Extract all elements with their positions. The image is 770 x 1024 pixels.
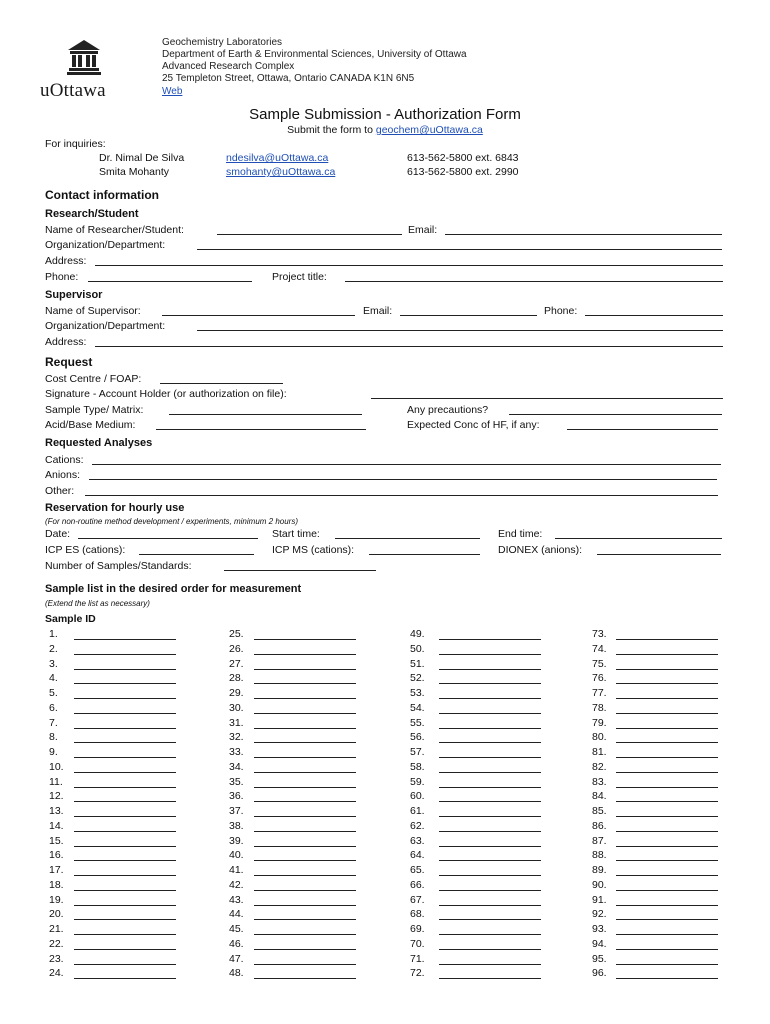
address-label: Address: xyxy=(45,255,87,267)
sample-id-field[interactable] xyxy=(74,905,176,906)
sample-id-number: 94. xyxy=(592,937,607,950)
sample-id-field[interactable] xyxy=(439,831,541,832)
sample-list-heading: Sample list in the desired order for measurement xyxy=(45,583,302,595)
sample-id-field[interactable] xyxy=(254,875,356,876)
sample-id-field[interactable] xyxy=(254,964,356,965)
project-title-field[interactable] xyxy=(345,281,723,282)
sample-id-number: 47. xyxy=(229,952,244,965)
sample-id-field[interactable] xyxy=(74,934,176,935)
sample-id-number: 11. xyxy=(49,775,63,788)
sample-id-number: 46. xyxy=(229,937,244,950)
sample-id-field[interactable] xyxy=(439,978,541,979)
sample-id-number: 16. xyxy=(49,849,64,862)
researcher-email-label: Email: xyxy=(408,224,438,236)
submit-prefix: Submit the form to xyxy=(287,124,376,136)
sample-id-number: 39. xyxy=(229,834,244,847)
sample-id-number: 12. xyxy=(49,790,64,803)
hf-conc-label: Expected Conc of HF, if any: xyxy=(407,419,540,431)
anions-label: Anions: xyxy=(45,469,81,481)
contact-phone-1: 613-562-5800 ext. 6843 xyxy=(407,152,519,164)
sample-id-field[interactable] xyxy=(439,846,541,847)
sample-id-number: 48. xyxy=(229,967,244,980)
sample-id-number: 31. xyxy=(229,716,244,729)
sample-id-field[interactable] xyxy=(254,949,356,950)
sample-id-number: 14. xyxy=(49,819,64,832)
org-field[interactable] xyxy=(197,249,722,250)
sample-id-number: 32. xyxy=(229,731,244,744)
sample-id-field[interactable] xyxy=(616,919,718,920)
date-label: Date: xyxy=(45,528,71,540)
supervisor-address-label: Address: xyxy=(45,336,87,348)
sample-id-field[interactable] xyxy=(254,860,356,861)
sample-id-field[interactable] xyxy=(254,757,356,758)
other-label: Other: xyxy=(45,485,75,497)
sample-id-field[interactable] xyxy=(254,890,356,891)
sample-id-field[interactable] xyxy=(439,816,541,817)
sample-id-field[interactable] xyxy=(616,801,718,802)
sample-id-field[interactable] xyxy=(616,713,718,714)
sample-id-number: 49. xyxy=(410,628,425,640)
sample-id-field[interactable] xyxy=(439,698,541,699)
sample-id-field[interactable] xyxy=(74,964,176,965)
sample-id-number: 28. xyxy=(229,672,244,685)
sample-id-number: 19. xyxy=(49,893,64,906)
sample-id-number: 85. xyxy=(592,805,607,817)
sample-id-field[interactable] xyxy=(616,757,718,758)
end-time-label: End time: xyxy=(498,528,543,540)
sample-id-number: 73. xyxy=(592,628,607,640)
sample-id-field[interactable] xyxy=(439,757,541,758)
sample-id-number: 78. xyxy=(592,701,607,714)
acid-base-field[interactable] xyxy=(156,429,366,430)
sample-id-number: 50. xyxy=(410,642,425,655)
sample-id-number: 86. xyxy=(592,819,607,832)
sample-id-number: 89. xyxy=(592,864,607,876)
sample-id-field[interactable] xyxy=(74,875,176,876)
sample-id-field[interactable] xyxy=(254,787,356,788)
sample-id-number: 81. xyxy=(592,746,607,758)
sample-id-number: 83. xyxy=(592,775,607,788)
phone-field[interactable] xyxy=(88,281,252,282)
sample-id-number: 96. xyxy=(592,967,607,980)
other-field[interactable] xyxy=(85,495,718,496)
signature-label: Signature - Account Holder (or authorization on file): xyxy=(45,388,287,400)
sample-id-number: 67. xyxy=(410,893,425,906)
sample-id-number: 54. xyxy=(410,701,425,714)
contact-phone-2: 613-562-5800 ext. 2990 xyxy=(407,166,519,178)
sample-id-field[interactable] xyxy=(439,654,541,655)
sample-id-field[interactable] xyxy=(616,905,718,906)
sample-id-number: 53. xyxy=(410,687,425,699)
sample-id-number: 69. xyxy=(410,923,425,935)
start-time-label: Start time: xyxy=(272,528,320,540)
sample-id-field[interactable] xyxy=(616,669,718,670)
sample-id-number: 22. xyxy=(49,937,64,950)
start-time-field[interactable] xyxy=(335,538,480,539)
org-label: Organization/Department: xyxy=(45,239,166,251)
sample-id-field[interactable] xyxy=(254,934,356,935)
building-icon xyxy=(64,36,104,76)
sample-id-field[interactable] xyxy=(439,919,541,920)
icpms-field[interactable] xyxy=(369,554,480,555)
sample-id-field[interactable] xyxy=(616,683,718,684)
sample-id-number: 64. xyxy=(410,849,425,862)
sample-id-field[interactable] xyxy=(439,905,541,906)
supervisor-phone-label: Phone: xyxy=(544,305,578,317)
sample-id-field[interactable] xyxy=(254,816,356,817)
sample-id-number: 30. xyxy=(229,701,244,714)
sample-id-field[interactable] xyxy=(439,683,541,684)
sample-id-number: 90. xyxy=(592,878,607,891)
supervisor-address-field[interactable] xyxy=(95,346,723,347)
dionex-field[interactable] xyxy=(597,554,721,555)
sample-id-field[interactable] xyxy=(254,669,356,670)
acid-base-label: Acid/Base Medium: xyxy=(45,419,136,431)
sample-id-label: Sample ID xyxy=(45,613,96,625)
contact-heading: Contact information xyxy=(45,188,159,202)
sample-id-field[interactable] xyxy=(74,728,176,729)
sample-id-field[interactable] xyxy=(616,978,718,979)
sample-id-number: 51. xyxy=(410,657,425,670)
sample-id-number: 76. xyxy=(592,672,607,685)
sample-id-field[interactable] xyxy=(74,742,176,743)
cations-field[interactable] xyxy=(92,464,721,465)
sample-id-number: 20. xyxy=(49,908,64,921)
sample-id-number: 82. xyxy=(592,760,607,773)
researcher-email-field[interactable] xyxy=(445,234,722,235)
end-time-field[interactable] xyxy=(555,538,722,539)
sample-id-number: 56. xyxy=(410,731,425,744)
sample-id-number: 57. xyxy=(410,746,425,758)
sample-id-field[interactable] xyxy=(74,683,176,684)
icpms-label: ICP MS (cations): xyxy=(272,544,355,556)
sample-id-field[interactable] xyxy=(74,816,176,817)
sample-id-number: 68. xyxy=(410,908,425,921)
sample-id-number: 26. xyxy=(229,642,244,655)
sample-id-number: 3. xyxy=(49,657,58,670)
sample-id-number: 40. xyxy=(229,849,244,862)
sample-id-field[interactable] xyxy=(254,742,356,743)
sample-id-field[interactable] xyxy=(439,949,541,950)
sample-id-number: 37. xyxy=(229,805,244,817)
sample-id-number: 59. xyxy=(410,775,425,788)
sample-list-note: (Extend the list as necessary) xyxy=(45,599,150,608)
sample-id-number: 92. xyxy=(592,908,607,921)
anions-field[interactable] xyxy=(89,479,717,480)
sample-id-number: 34. xyxy=(229,760,244,773)
precautions-label: Any precautions? xyxy=(407,404,489,416)
sample-id-field[interactable] xyxy=(74,669,176,670)
contact-name-1: Dr. Nimal De Silva xyxy=(99,152,185,164)
sample-id-field[interactable] xyxy=(616,728,718,729)
sample-id-number: 72. xyxy=(410,967,425,980)
sample-id-field[interactable] xyxy=(254,978,356,979)
sample-id-number: 35. xyxy=(229,775,244,788)
num-samples-field[interactable] xyxy=(224,570,376,571)
sample-id-number: 77. xyxy=(592,687,607,699)
sample-id-field[interactable] xyxy=(254,698,356,699)
sample-id-number: 55. xyxy=(410,716,425,729)
sample-id-number: 44. xyxy=(229,908,244,921)
cost-centre-field[interactable] xyxy=(160,383,283,384)
sample-id-field[interactable] xyxy=(74,949,176,950)
dionex-label: DIONEX (anions): xyxy=(498,544,583,556)
project-title-label: Project title: xyxy=(272,271,327,283)
sample-id-field[interactable] xyxy=(254,654,356,655)
sample-id-number: 13. xyxy=(49,805,64,817)
sample-id-number: 42. xyxy=(229,878,244,891)
contact-name-2: Smita Mohanty xyxy=(99,166,170,178)
researcher-name-label: Name of Researcher/Student: xyxy=(45,224,184,236)
sample-id-number: 63. xyxy=(410,834,425,847)
sample-id-field[interactable] xyxy=(616,875,718,876)
sample-id-number: 66. xyxy=(410,878,425,891)
sample-id-field[interactable] xyxy=(74,890,176,891)
sample-id-field[interactable] xyxy=(254,772,356,773)
supervisor-heading: Supervisor xyxy=(45,289,103,301)
sample-id-number: 21. xyxy=(49,923,64,935)
lab-name: Geochemistry Laboratories xyxy=(162,37,283,48)
signature-field[interactable] xyxy=(371,398,723,399)
sample-id-field[interactable] xyxy=(616,860,718,861)
submit-email-link[interactable]: geochem@uOttawa.ca xyxy=(375,124,483,136)
sample-id-field[interactable] xyxy=(439,639,541,640)
sample-id-number: 52. xyxy=(410,672,425,685)
sample-id-number: 88. xyxy=(592,849,607,862)
sample-id-number: 33. xyxy=(229,746,244,758)
sample-id-number: 5. xyxy=(49,687,58,699)
sample-id-field[interactable] xyxy=(616,846,718,847)
date-field[interactable] xyxy=(78,538,258,539)
precautions-field[interactable] xyxy=(509,414,722,415)
hf-conc-field[interactable] xyxy=(567,429,718,430)
sample-id-number: 87. xyxy=(592,834,607,847)
sample-id-field[interactable] xyxy=(616,816,718,817)
sample-id-number: 70. xyxy=(410,937,425,950)
sample-id-number: 23. xyxy=(49,952,64,965)
sample-id-field[interactable] xyxy=(74,654,176,655)
num-samples-label: Number of Samples/Standards: xyxy=(45,560,192,572)
analyses-heading: Requested Analyses xyxy=(45,437,153,449)
sample-id-number: 79. xyxy=(592,716,607,729)
cations-label: Cations: xyxy=(45,454,84,466)
address: 25 Templeton Street, Ottawa, Ontario CANADA K1N 6N5 xyxy=(162,73,415,84)
sample-type-field[interactable] xyxy=(169,414,362,415)
cost-centre-label: Cost Centre / FOAP: xyxy=(45,373,142,385)
sample-id-field[interactable] xyxy=(74,639,176,640)
sample-id-field[interactable] xyxy=(254,639,356,640)
sample-id-number: 10. xyxy=(49,760,64,773)
sample-id-number: 95. xyxy=(592,952,607,965)
sample-id-field[interactable] xyxy=(254,728,356,729)
sample-id-number: 4. xyxy=(49,672,58,685)
sample-id-field[interactable] xyxy=(439,801,541,802)
sample-id-number: 2. xyxy=(49,642,58,655)
reservation-note: (For non-routine method development / experiments, minimum 2 hours) xyxy=(45,517,298,526)
sample-id-field[interactable] xyxy=(616,639,718,640)
sample-id-field[interactable] xyxy=(439,890,541,891)
sample-id-field[interactable] xyxy=(439,964,541,965)
sample-type-label: Sample Type/ Matrix: xyxy=(45,404,144,416)
sample-id-number: 58. xyxy=(410,760,425,773)
submit-instructions xyxy=(0,124,770,136)
sample-id-number: 25. xyxy=(229,628,244,640)
sample-id-field[interactable] xyxy=(74,978,176,979)
icpes-label: ICP ES (cations): xyxy=(45,544,126,556)
sample-id-field[interactable] xyxy=(254,919,356,920)
supervisor-email-label: Email: xyxy=(363,305,393,317)
sample-id-field[interactable] xyxy=(74,919,176,920)
sample-id-field[interactable] xyxy=(616,964,718,965)
sample-id-field[interactable] xyxy=(616,772,718,773)
sample-id-field[interactable] xyxy=(74,757,176,758)
page-title: Sample Submission - Authorization Form xyxy=(249,106,521,123)
sample-id-number: 15. xyxy=(49,834,64,847)
sample-id-number: 38. xyxy=(229,819,244,832)
supervisor-org-field[interactable] xyxy=(197,330,723,331)
sample-id-field[interactable] xyxy=(254,801,356,802)
sample-id-field[interactable] xyxy=(74,846,176,847)
sample-id-number: 1. xyxy=(49,628,58,640)
complex: Advanced Research Complex xyxy=(162,61,295,72)
sample-id-field[interactable] xyxy=(439,860,541,861)
sample-id-field[interactable] xyxy=(616,698,718,699)
sample-id-number: 7. xyxy=(49,716,58,729)
sample-id-field[interactable] xyxy=(254,683,356,684)
sample-id-number: 36. xyxy=(229,790,244,803)
supervisor-name-field[interactable] xyxy=(162,315,355,316)
supervisor-name-label: Name of Supervisor: xyxy=(45,305,141,317)
sample-id-field[interactable] xyxy=(616,890,718,891)
sample-id-number: 18. xyxy=(49,878,64,891)
sample-id-number: 24. xyxy=(49,967,64,980)
sample-id-number: 27. xyxy=(229,657,244,670)
sample-id-number: 43. xyxy=(229,893,244,906)
sample-id-number: 62. xyxy=(410,819,425,832)
sample-id-field[interactable] xyxy=(254,905,356,906)
sample-id-number: 45. xyxy=(229,923,244,935)
sample-id-number: 71. xyxy=(410,952,425,965)
researcher-name-field[interactable] xyxy=(217,234,402,235)
sample-id-field[interactable] xyxy=(254,831,356,832)
sample-id-number: 65. xyxy=(410,864,425,876)
sample-id-field[interactable] xyxy=(616,787,718,788)
contact-email-2[interactable]: smohanty@uOttawa.ca xyxy=(226,166,336,178)
department: Department of Earth & Environmental Sciences, University of Ottawa xyxy=(162,49,467,60)
sample-id-field[interactable] xyxy=(439,728,541,729)
sample-id-field[interactable] xyxy=(439,934,541,935)
supervisor-phone-field[interactable] xyxy=(585,315,723,316)
icpes-field[interactable] xyxy=(139,554,254,555)
sample-id-number: 93. xyxy=(592,923,607,935)
sample-id-field[interactable] xyxy=(439,713,541,714)
sample-id-field[interactable] xyxy=(74,831,176,832)
reservation-heading: Reservation for hourly use xyxy=(45,502,185,514)
request-heading: Request xyxy=(45,355,93,369)
phone-label: Phone: xyxy=(45,271,79,283)
logo-text: uOttawa xyxy=(40,80,106,101)
sample-id-field[interactable] xyxy=(439,787,541,788)
sample-id-field[interactable] xyxy=(616,742,718,743)
uottawa-logo xyxy=(40,36,135,102)
sample-id-field[interactable] xyxy=(74,772,176,773)
sample-id-number: 41. xyxy=(229,864,244,876)
sample-id-number: 91. xyxy=(592,893,607,906)
sample-id-number: 74. xyxy=(592,642,607,655)
sample-id-field[interactable] xyxy=(616,949,718,950)
sample-id-number: 61. xyxy=(410,805,425,817)
supervisor-org-label: Organization/Department: xyxy=(45,320,166,332)
sample-id-field[interactable] xyxy=(616,654,718,655)
sample-id-number: 9. xyxy=(49,746,58,758)
contact-email-1[interactable]: ndesilva@uOttawa.ca xyxy=(226,152,329,164)
sample-id-number: 80. xyxy=(592,731,607,744)
inquiries-label: For inquiries: xyxy=(45,138,106,150)
sample-id-field[interactable] xyxy=(439,875,541,876)
sample-id-number: 29. xyxy=(229,687,244,699)
sample-id-field[interactable] xyxy=(254,713,356,714)
sample-id-field[interactable] xyxy=(74,698,176,699)
sample-id-field[interactable] xyxy=(616,934,718,935)
sample-id-field[interactable] xyxy=(439,669,541,670)
research-heading: Research/Student xyxy=(45,208,139,220)
sample-id-number: 6. xyxy=(49,701,58,714)
sample-id-field[interactable] xyxy=(616,831,718,832)
sample-id-number: 8. xyxy=(49,731,58,744)
sample-id-field[interactable] xyxy=(74,860,176,861)
sample-id-field[interactable] xyxy=(254,846,356,847)
sample-id-field[interactable] xyxy=(74,713,176,714)
sample-id-number: 17. xyxy=(49,864,64,876)
sample-id-field[interactable] xyxy=(439,742,541,743)
supervisor-email-field[interactable] xyxy=(400,315,537,316)
address-field[interactable] xyxy=(95,265,723,266)
sample-id-field[interactable] xyxy=(74,787,176,788)
web-link[interactable]: Web xyxy=(162,86,183,97)
sample-id-number: 75. xyxy=(592,657,607,670)
sample-id-number: 60. xyxy=(410,790,425,803)
sample-id-field[interactable] xyxy=(439,772,541,773)
sample-id-field[interactable] xyxy=(74,801,176,802)
sample-id-number: 84. xyxy=(592,790,607,803)
